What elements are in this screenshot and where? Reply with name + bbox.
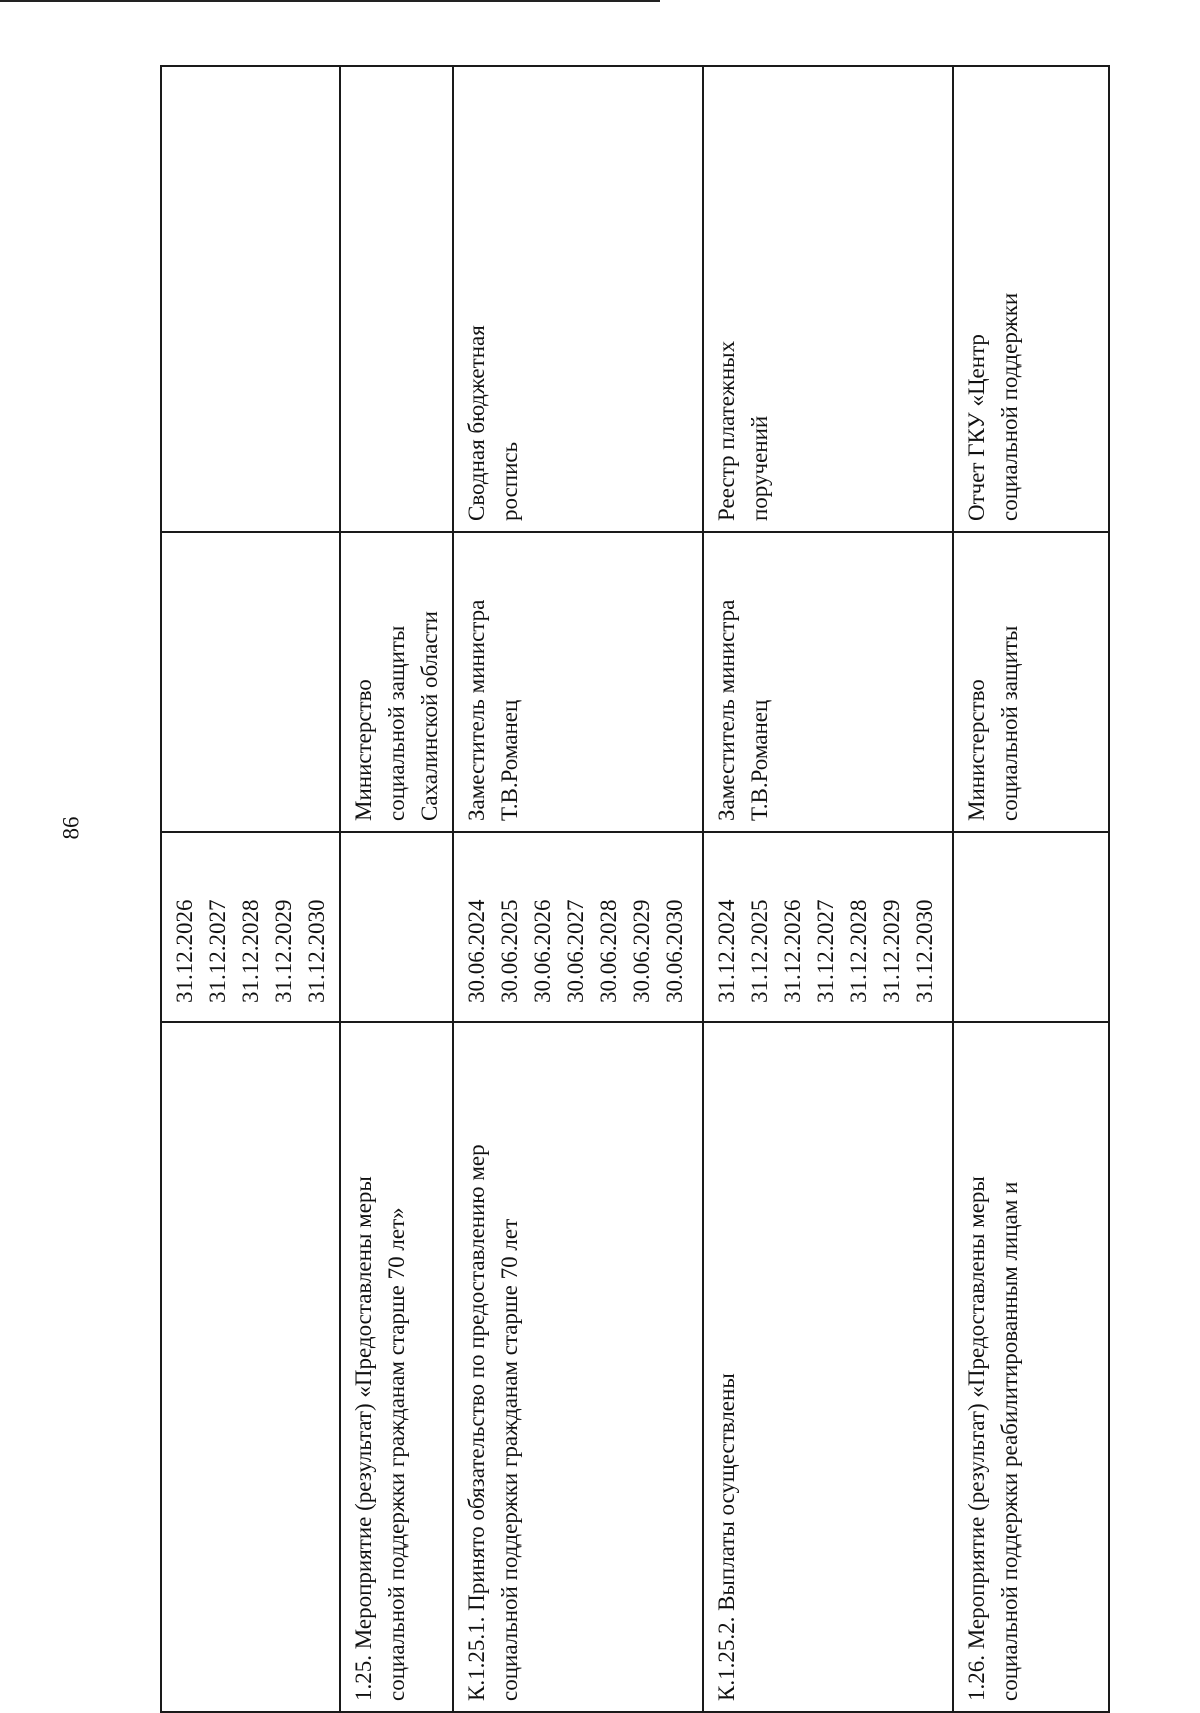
document-cell: [453, 66, 703, 532]
page-number: 86: [58, 816, 84, 840]
cell-text-line: К.1.25.1. Принято обязательство по предоставлению мер: [464, 1144, 489, 1701]
cell-text-line: 31.12.2028: [846, 899, 871, 1003]
deadline-dates-cell: [453, 832, 703, 1022]
cell-text-line: Министерство: [964, 679, 989, 821]
cell-text-line: 30.06.2027: [563, 899, 588, 1003]
schedule-table: [160, 65, 1110, 1713]
cell-text-line: 31.12.2024: [714, 899, 739, 1003]
cell-text-line: социальной поддержки: [997, 292, 1022, 521]
cell-text-line: 30.06.2025: [497, 899, 522, 1003]
table-row: [953, 66, 1109, 1712]
document-cell: [161, 66, 340, 532]
cell-text-line: 31.12.2026: [172, 899, 197, 1003]
table-row: [161, 66, 340, 1712]
table-row: [340, 66, 453, 1712]
cell-text-line: 30.06.2028: [596, 899, 621, 1003]
table-row: [703, 66, 953, 1712]
cell-text-line: социальной защиты: [997, 625, 1022, 821]
cell-text-line: 30.06.2024: [464, 899, 489, 1003]
deadline-dates-cell: [703, 832, 953, 1022]
event-name-cell: [953, 1022, 1109, 1712]
cell-text-line: Министерство: [351, 679, 376, 821]
cell-text-line: Сахалинской области: [417, 611, 442, 821]
cell-text-line: Сводная бюджетная: [464, 325, 489, 521]
cell-text-line: социальной поддержки реабилитированным лицам и: [997, 1181, 1022, 1701]
cell-text-line: 31.12.2029: [271, 899, 296, 1003]
cell-text-line: 30.06.2029: [629, 899, 654, 1003]
cell-text-line: 31.12.2027: [205, 899, 230, 1003]
cell-text-line: Т.В.Романец: [497, 699, 522, 821]
cell-text-line: Заместитель министра: [714, 599, 739, 821]
cell-text-line: 31.12.2030: [912, 899, 937, 1003]
cell-text-line: 1.25. Мероприятие (результат) «Предоставлены меры: [351, 1176, 376, 1701]
table-container: [160, 67, 1098, 1713]
top-rule: [0, 0, 660, 2]
event-name-cell: [340, 1022, 453, 1712]
cell-text-line: роспись: [497, 441, 522, 521]
document-cell: [340, 66, 453, 532]
cell-text-line: 31.12.2026: [780, 899, 805, 1003]
responsible-cell: [161, 532, 340, 832]
event-name-cell: [453, 1022, 703, 1712]
cell-text-line: 31.12.2028: [238, 899, 263, 1003]
cell-text-line: социальной поддержки гражданам старше 70 лет: [497, 1218, 522, 1701]
responsible-cell: [340, 532, 453, 832]
cell-text-line: 30.06.2026: [530, 899, 555, 1003]
cell-text-line: 1.26. Мероприятие (результат) «Предоставлены меры: [964, 1176, 989, 1701]
cell-text-line: социальной защиты: [384, 625, 409, 821]
cell-text-line: 31.12.2025: [747, 899, 772, 1003]
deadline-dates-cell: [953, 832, 1109, 1022]
cell-text-line: К.1.25.2. Выплаты осуществлены: [714, 1373, 739, 1701]
event-name-cell: [161, 1022, 340, 1712]
cell-text-line: поручений: [747, 415, 772, 521]
rotated-table: [160, 67, 1098, 1713]
cell-text-line: Отчет ГКУ «Центр: [964, 334, 989, 521]
cell-text-line: 31.12.2029: [879, 899, 904, 1003]
cell-text-line: 31.12.2030: [304, 899, 329, 1003]
document-cell: [953, 66, 1109, 532]
cell-text-line: Заместитель министра: [464, 599, 489, 821]
deadline-dates-cell: [161, 832, 340, 1022]
table-body: [161, 66, 1109, 1712]
responsible-cell: [703, 532, 953, 832]
cell-text-line: Т.В.Романец: [747, 699, 772, 821]
responsible-cell: [453, 532, 703, 832]
cell-text-line: Реестр платежных: [714, 340, 739, 521]
cell-text-line: 31.12.2027: [813, 899, 838, 1003]
table-row: [453, 66, 703, 1712]
deadline-dates-cell: [340, 832, 453, 1022]
event-name-cell: [703, 1022, 953, 1712]
cell-text-line: социальной поддержки гражданам старше 70 лет»: [384, 1207, 409, 1701]
document-cell: [703, 66, 953, 532]
responsible-cell: [953, 532, 1109, 832]
cell-text-line: 30.06.2030: [662, 899, 687, 1003]
